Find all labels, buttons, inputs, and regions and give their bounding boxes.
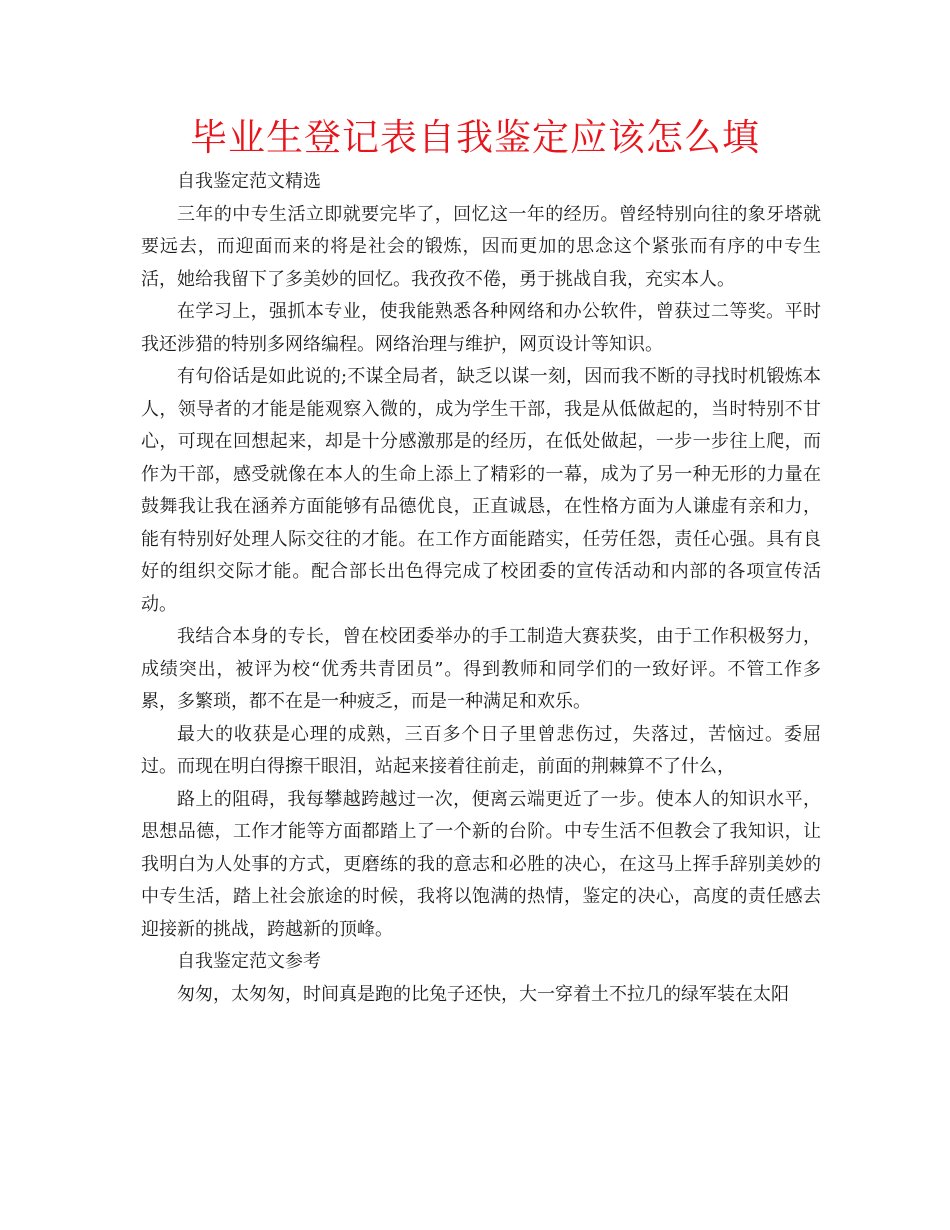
paragraph: 有句俗话是如此说的;不谋全局者，缺乏以谋一刻，因而我不断的寻找时机锻炼本人，领导者的才能是能观察入微的，成为学生干部，我是从低做起的，当时特别不甘心，可现在回想起来，却是十分感激那是的经历，在低处做起，一步一步往上爬，而作为干部，感受就像在本人的生命上添上了精彩的一幕，成为了另一种无形的力量在鼓舞我让我在涵养方面能够有品德优良，正直诚恳，在性格方面为人谦虚有亲和力，能有特别好处理人际交往的才能。在工作方面能踏实，任劳任怨，责任心强。具有良好的组织交际才能。配合部长出色得完成了校团委的宣传活动和内部的各项宣传活动。 [141, 366, 821, 615]
section-heading: 自我鉴定范文参考 [177, 951, 321, 972]
section-heading: 自我鉴定范文精选 [177, 171, 321, 192]
paragraph: 我结合本身的专长，曾在校团委举办的手工制造大赛获奖，由于工作积极努力，成绩突出，被评为校“优秀共青团员”。得到教师和同学们的一致好评。不管工作多累，多繁琐，都不在是一种疲乏，而是一种满足和欢乐。 [141, 626, 821, 712]
document-title: 毕业生登记表自我鉴定应该怎么填 [190, 116, 760, 159]
paragraph: 三年的中专生活立即就要完毕了，回忆这一年的经历。曾经特别向往的象牙塔就要远去，而迎面而来的将是社会的锻炼，因而更加的思念这个紧张而有序的中专生活，她给我留下了多美妙的回忆。我孜孜不倦，勇于挑战自我，充实本人。 [141, 203, 821, 290]
paragraph: 在学习上，强抓本专业，使我能熟悉各种网络和办公软件，曾获过二等奖。平时我还涉猎的特别多网络编程。网络治理与维护，网页设计等知识。 [141, 301, 821, 355]
document-body [141, 166, 821, 1011]
paragraph: 最大的收获是心理的成熟，三百多个日子里曾悲伤过，失落过，苦恼过。委屈过。而现在明白得擦干眼泪，站起来接着往前走，前面的荆棘算不了什么， [141, 723, 821, 777]
paragraph: 匆匆，太匆匆，时间真是跑的比兔子还快，大一穿着土不拉几的绿军装在太阳 [177, 983, 789, 1005]
paragraph: 路上的阻碍，我每攀越跨越过一次，便离云端更近了一步。使本人的知识水平，思想品德，工作才能等方面都踏上了一个新的台阶。中专生活不但教会了我知识，让我明白为人处事的方式，更磨练的我的意志和必胜的决心，在这马上挥手辞别美妙的中专生活，踏上社会旅途的时候，我将以饱满的热情，鉴定的决心，高度的责任感去迎接新的挑战，跨越新的顶峰。 [141, 788, 821, 940]
